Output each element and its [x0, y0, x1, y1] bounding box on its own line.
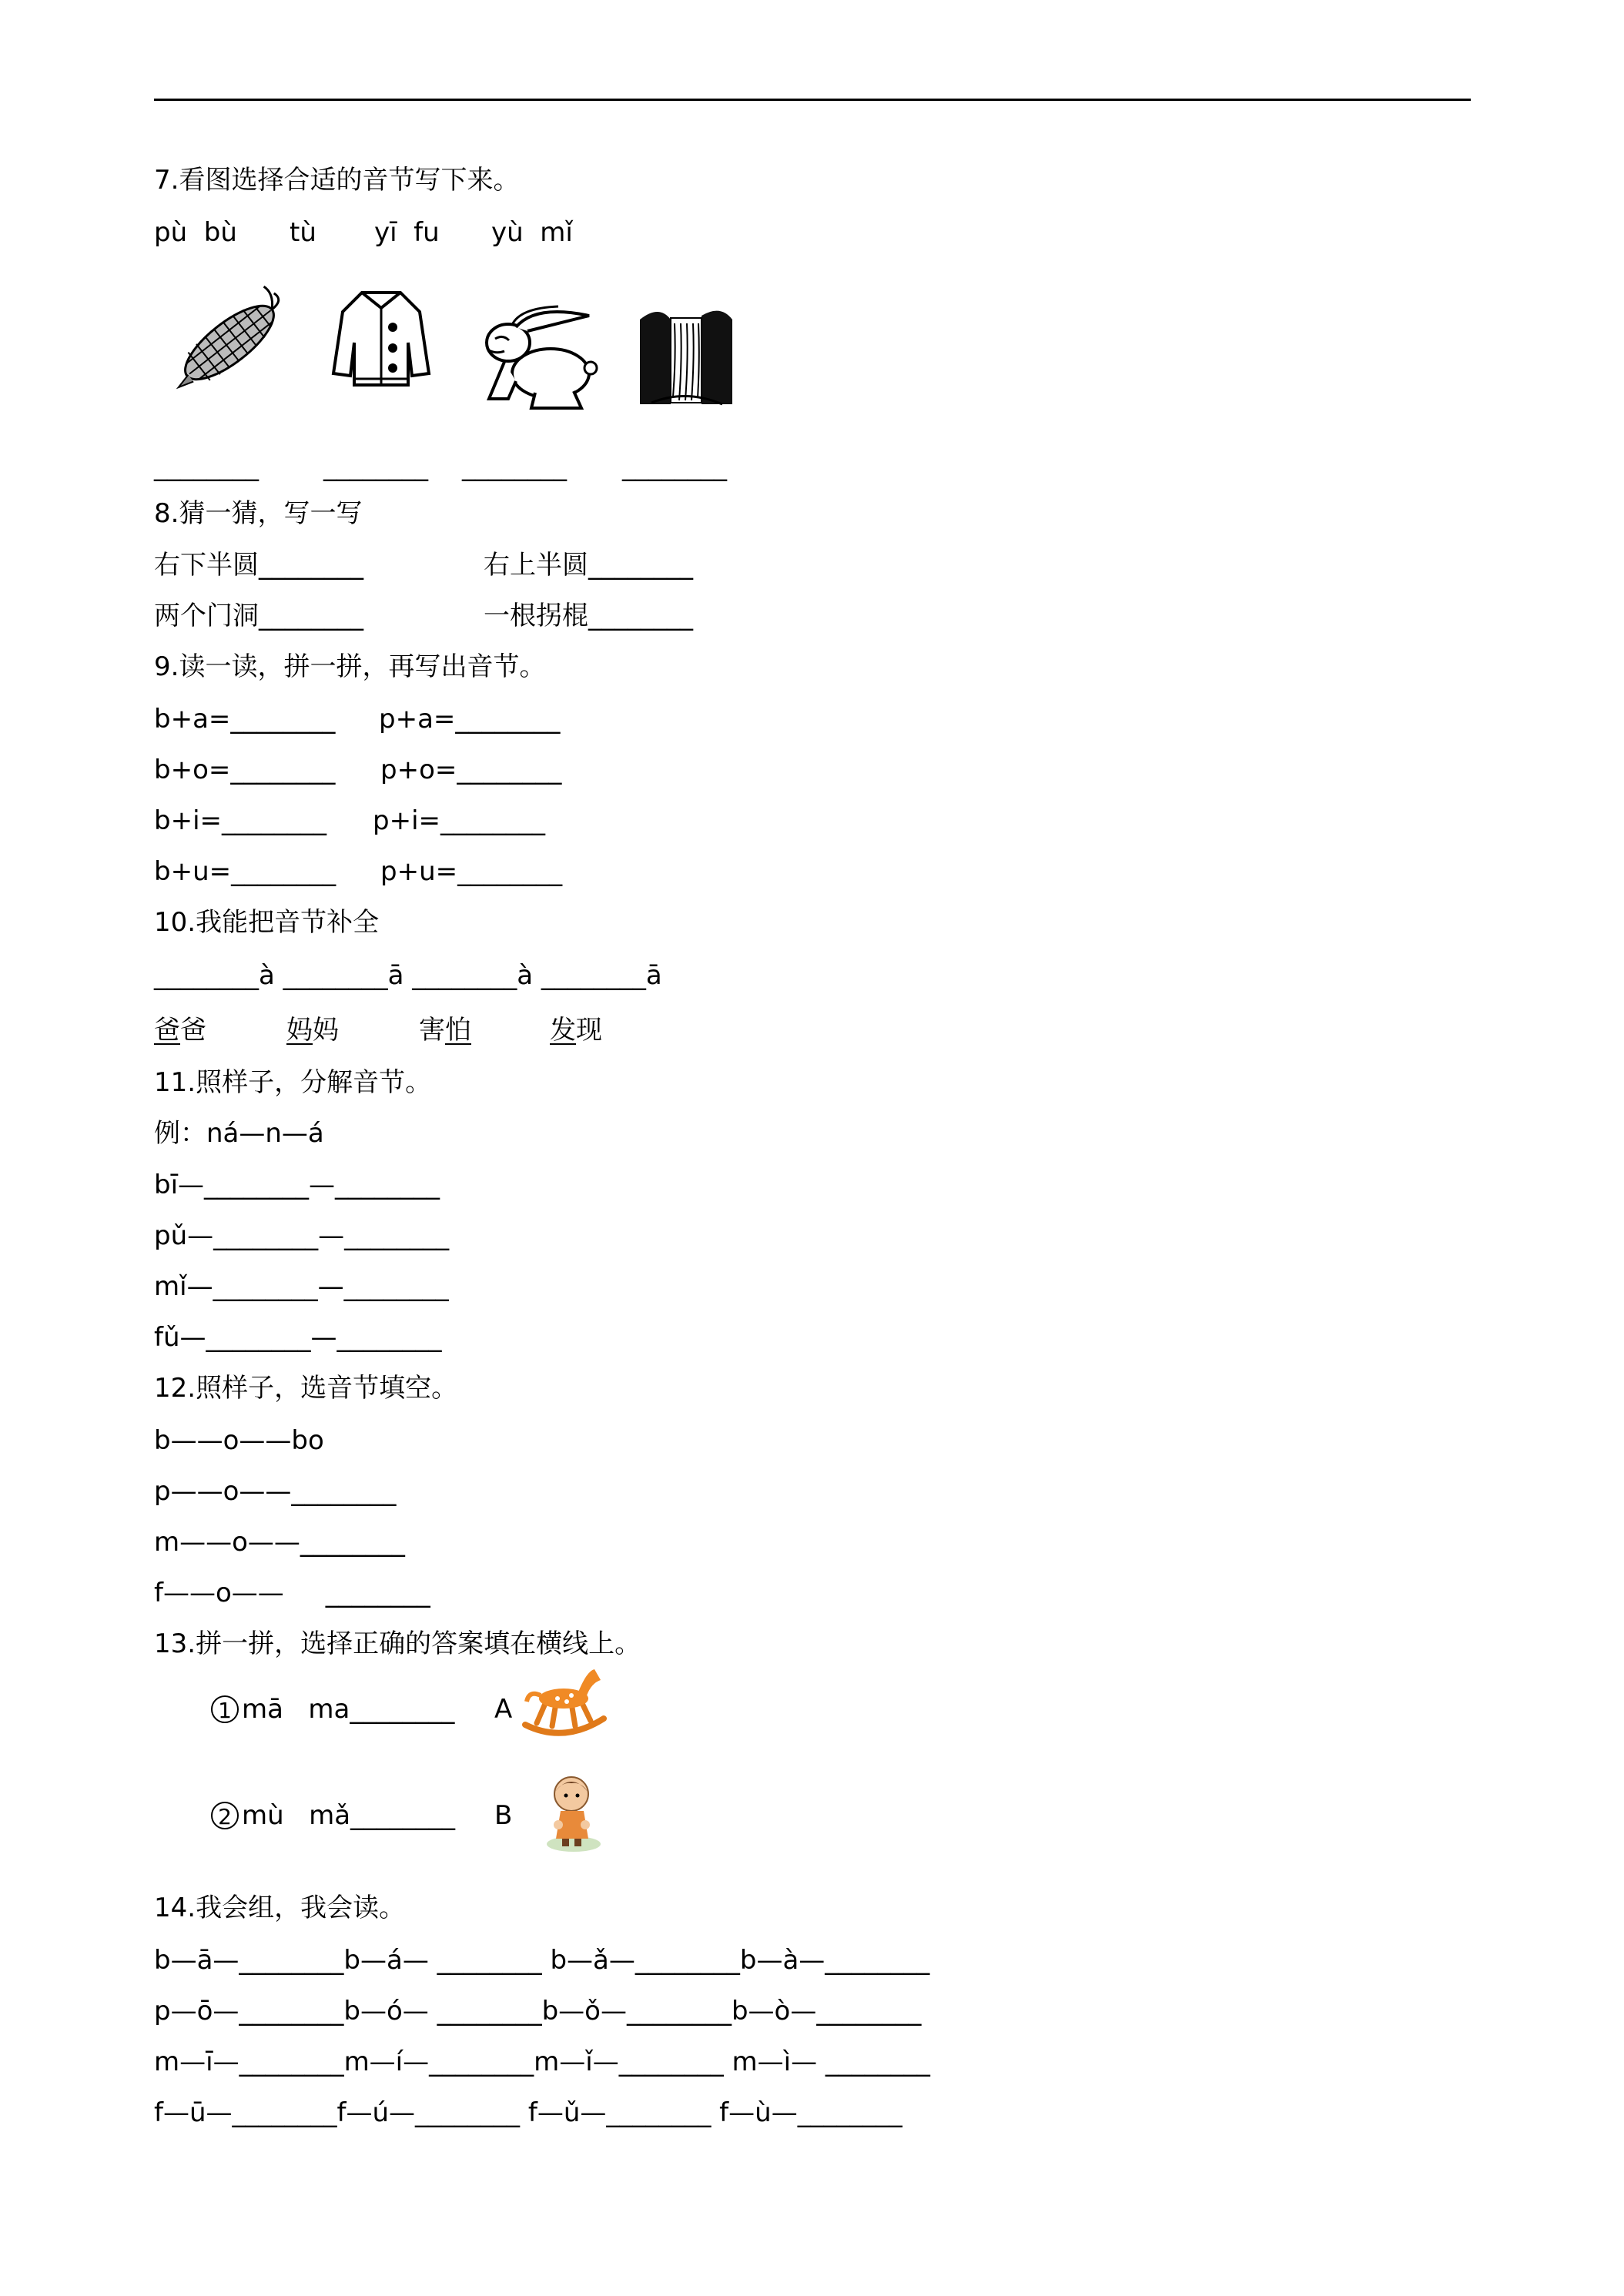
- q7-blank-4[interactable]: ________: [622, 451, 727, 482]
- q9-item[interactable]: b+o=________: [154, 755, 336, 785]
- q8-item[interactable]: 一根拐棍________: [484, 601, 693, 631]
- q9-item[interactable]: b+u=________: [154, 856, 337, 887]
- q7-title: 7.看图选择合适的音节写下来。: [154, 165, 520, 196]
- q7-syllable-2: tù: [290, 217, 316, 248]
- q7-syllable-1: pù bù: [154, 217, 237, 248]
- q14-title: 14.我会组，我会读。: [154, 1893, 406, 1923]
- q11-row[interactable]: pǔ—________—________: [154, 1220, 450, 1251]
- q7-syllable-4: yù mǐ: [491, 217, 573, 248]
- q7-syllable-3: yī fu: [374, 217, 440, 248]
- q11-row[interactable]: fǔ—________—________: [154, 1322, 442, 1353]
- q10-word-baba: 爸爸: [154, 1015, 206, 1046]
- q14-row[interactable]: m—ī—________m—í—________m—ǐ—________ m—ì— ________: [154, 2047, 930, 2077]
- q9-item[interactable]: p+o=________: [380, 755, 562, 785]
- q9-item[interactable]: b+i=________: [154, 805, 327, 836]
- q12-row[interactable]: p——o——________: [154, 1476, 397, 1507]
- q11-row[interactable]: mǐ—________—________: [154, 1271, 449, 1302]
- q13-title: 13.拼一拼，选择正确的答案填在横线上。: [154, 1628, 641, 1659]
- q11-title: 11.照样子，分解音节。: [154, 1067, 432, 1098]
- q10-title: 10.我能把音节补全: [154, 907, 380, 938]
- q9-item[interactable]: p+i=________: [373, 805, 546, 836]
- q9-item[interactable]: p+a=________: [379, 704, 561, 735]
- q13-item-1[interactable]: 1 mā ma________: [211, 1692, 454, 1726]
- q8-title: 8.猜一猜，写一写: [154, 498, 363, 529]
- q14-row[interactable]: b—ā—________b—á— ________ b—ǎ—________b—à—________: [154, 1945, 930, 1976]
- q10-word-faxian: 发现: [550, 1015, 602, 1046]
- corn-image: [168, 285, 293, 400]
- q12-row: b——o——bo: [154, 1425, 324, 1456]
- rabbit-image: [474, 300, 604, 416]
- header-rule: [154, 99, 1471, 101]
- q7-blank-2[interactable]: ________: [323, 451, 428, 482]
- q11-row[interactable]: bī—________—________: [154, 1170, 440, 1200]
- number-circle: 1: [211, 1695, 239, 1723]
- q13-item-2[interactable]: 2 mù mǎ________: [211, 1799, 455, 1832]
- waterfall-image: [636, 304, 736, 412]
- q9-item[interactable]: p+u=________: [380, 856, 563, 887]
- q12-row[interactable]: m——o——________: [154, 1527, 405, 1558]
- q10-word-mama: 妈妈: [286, 1015, 339, 1046]
- q7-blank-1[interactable]: ________: [154, 451, 259, 482]
- q14-row[interactable]: p—ō—________b—ó— ________b—ǒ—________b—ò—________: [154, 1996, 922, 2027]
- q7-blank-3[interactable]: ________: [462, 451, 567, 482]
- q9-title: 9.读一读，拼一拼，再写出音节。: [154, 651, 546, 682]
- q8-item[interactable]: 右下半圆________: [154, 550, 363, 581]
- q13-option-b: B: [494, 1800, 513, 1831]
- q10-word-haipa: 害怕: [419, 1015, 471, 1046]
- q12-row[interactable]: f——o—— ________: [154, 1578, 430, 1608]
- rocking-horse-image: [517, 1663, 610, 1740]
- number-circle: 2: [211, 1802, 239, 1829]
- q13-option-a: A: [494, 1694, 513, 1725]
- q14-row[interactable]: f—ū—________f—ú—________ f—ǔ—________ f—ù—________: [154, 2097, 902, 2128]
- q8-item[interactable]: 两个门洞________: [154, 601, 363, 631]
- q8-item[interactable]: 右上半圆________: [484, 550, 693, 581]
- q11-example: 例：ná—n—á: [154, 1118, 324, 1149]
- coat-image: [327, 285, 435, 393]
- q12-title: 12.照样子，选音节填空。: [154, 1373, 458, 1404]
- child-image: [539, 1771, 608, 1856]
- q9-item[interactable]: b+a=________: [154, 704, 336, 735]
- q10-blanks[interactable]: ________à ________ā ________à ________ā: [154, 960, 662, 991]
